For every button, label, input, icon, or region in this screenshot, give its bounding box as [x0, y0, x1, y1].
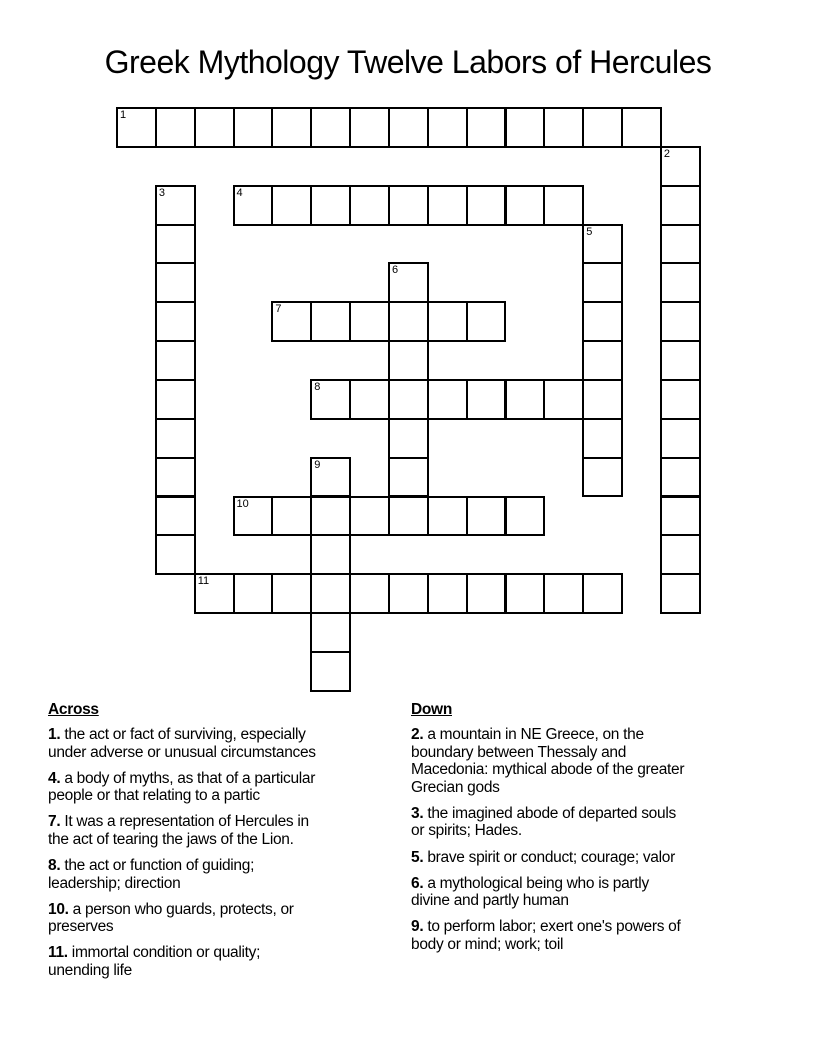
grid-cell[interactable]: [310, 612, 351, 653]
grid-cell[interactable]: [271, 185, 312, 226]
grid-cell[interactable]: [582, 379, 623, 420]
grid-cell[interactable]: [310, 573, 351, 614]
grid-cell[interactable]: [233, 107, 274, 148]
cell-number: 4: [236, 186, 243, 199]
grid-cell[interactable]: [271, 496, 312, 537]
grid-cell[interactable]: [310, 457, 351, 498]
grid-cell[interactable]: [466, 185, 507, 226]
down-clue-list: [411, 726, 687, 954]
grid-cell[interactable]: [660, 379, 701, 420]
grid-cell[interactable]: [310, 651, 351, 692]
clue-down-6: 6. a mythological being who is partly divine and partly human: [411, 874, 649, 910]
grid-cell[interactable]: [116, 107, 157, 148]
grid-cell[interactable]: [155, 224, 196, 265]
grid-cell[interactable]: [660, 146, 701, 187]
grid-cell[interactable]: [155, 534, 196, 575]
grid-cell[interactable]: [582, 301, 623, 342]
cell-number: 3: [158, 186, 165, 199]
cell-number: 2: [663, 147, 671, 160]
grid-cell[interactable]: [155, 107, 196, 148]
grid-cell[interactable]: [388, 185, 429, 226]
clue-number: 10.: [48, 900, 69, 918]
clue-number: 1.: [48, 726, 61, 743]
page-title: Greek Mythology Twelve Labors of Hercules: [104, 44, 712, 80]
cell-number: 8: [314, 380, 321, 393]
grid-cell[interactable]: [543, 107, 584, 148]
clue-across-8: 8. the act or function of guiding; leadership; direction: [48, 857, 255, 892]
grid-cell[interactable]: [427, 185, 468, 226]
grid-cell[interactable]: [310, 534, 351, 575]
grid-cell[interactable]: [310, 107, 351, 148]
grid-cell[interactable]: [582, 573, 623, 614]
grid-cell[interactable]: [349, 496, 390, 537]
grid-cell[interactable]: [349, 107, 390, 148]
grid-cell[interactable]: [621, 107, 662, 148]
grid-cell[interactable]: [388, 107, 429, 148]
grid-cell[interactable]: [466, 379, 507, 420]
grid-cell[interactable]: [271, 107, 312, 148]
grid-cell[interactable]: [660, 262, 701, 303]
grid-cell[interactable]: [233, 573, 274, 614]
clue-number: 9.: [411, 918, 424, 936]
cell-number: 9: [314, 458, 321, 471]
across-clues-section: [48, 701, 316, 988]
cell-number: 6: [391, 264, 399, 277]
grid-cell[interactable]: [660, 496, 701, 537]
grid-cell[interactable]: [310, 185, 351, 226]
grid-cell[interactable]: [349, 301, 390, 342]
grid-cell[interactable]: [155, 185, 196, 226]
grid-cell[interactable]: [349, 185, 390, 226]
grid-cell[interactable]: [660, 185, 701, 226]
grid-cell[interactable]: [582, 224, 623, 265]
grid-cell[interactable]: [427, 496, 468, 537]
cell-number: 7: [275, 303, 282, 316]
grid-cell[interactable]: [271, 301, 312, 342]
grid-cell[interactable]: [582, 418, 623, 459]
grid-cell[interactable]: [388, 379, 429, 420]
grid-cell[interactable]: [155, 379, 196, 420]
clue-number: 4.: [48, 769, 61, 787]
grid-cell[interactable]: [155, 457, 196, 498]
clue-down-3: 3. the imagined abode of departed souls or spirits; Hades.: [411, 804, 676, 840]
grid-cell[interactable]: [427, 573, 468, 614]
grid-cell[interactable]: [427, 379, 468, 420]
down-clues-section: [411, 701, 687, 962]
grid-cell[interactable]: [388, 418, 429, 459]
grid-cell[interactable]: [349, 379, 390, 420]
grid-cell[interactable]: [660, 457, 701, 498]
clue-number: 3.: [411, 804, 424, 822]
grid-cell[interactable]: [310, 379, 351, 420]
clue-number: 5.: [411, 848, 424, 866]
grid-cell[interactable]: [233, 496, 274, 537]
clue-number: 7.: [48, 813, 61, 831]
grid-cell[interactable]: [194, 107, 235, 148]
clue-number: 2.: [411, 726, 424, 743]
grid-cell[interactable]: [660, 301, 701, 342]
cell-number: 11: [197, 575, 210, 588]
grid-cell[interactable]: [388, 496, 429, 537]
grid-cell[interactable]: [427, 301, 468, 342]
grid-cell[interactable]: [388, 457, 429, 498]
clue-across-11: 11. immortal condition or quality; unending life: [48, 944, 261, 980]
grid-cell[interactable]: [582, 457, 623, 498]
grid-cell[interactable]: [582, 107, 623, 148]
grid-cell[interactable]: [466, 496, 507, 537]
grid-cell[interactable]: [466, 573, 507, 614]
down-header: Down: [411, 701, 452, 718]
grid-cell[interactable]: [155, 496, 196, 537]
cell-number: 5: [586, 225, 593, 238]
grid-cell[interactable]: [543, 379, 584, 420]
across-clue-list: [48, 726, 316, 980]
clue-number: 8.: [48, 857, 61, 875]
grid-cell[interactable]: [155, 301, 196, 342]
cell-number: 1: [120, 109, 127, 121]
grid-cell[interactable]: [155, 262, 196, 303]
grid-cell[interactable]: [466, 301, 507, 342]
clue-down-9: 9. to perform labor; exert one's powers of body or mind; work; toil: [411, 918, 681, 953]
grid-cell[interactable]: [505, 573, 546, 614]
grid-cell[interactable]: [388, 301, 429, 342]
grid-cell[interactable]: [388, 340, 429, 381]
grid-cell[interactable]: [543, 185, 584, 226]
grid-cell[interactable]: [660, 224, 701, 265]
grid-cell[interactable]: [310, 496, 351, 537]
grid-cell[interactable]: [660, 418, 701, 459]
clue-across-1: 1. the act or fact of surviving, especially under adverse or unusual circumstances: [48, 726, 316, 761]
grid-cell[interactable]: [582, 262, 623, 303]
grid-cell[interactable]: [388, 262, 429, 303]
grid-cell[interactable]: [271, 573, 312, 614]
grid-cell[interactable]: [505, 107, 546, 148]
cell-number: 10: [236, 497, 249, 510]
grid-cell[interactable]: [505, 185, 546, 226]
clue-number: 6.: [411, 874, 424, 892]
across-header: Across: [48, 701, 99, 718]
grid-cell[interactable]: [660, 534, 701, 575]
clue-down-5: 5. brave spirit or conduct; courage; valor: [411, 848, 675, 866]
grid-cell[interactable]: [194, 573, 235, 614]
grid-cell[interactable]: [505, 496, 546, 537]
grid-cell[interactable]: [233, 185, 274, 226]
grid-cell[interactable]: [582, 340, 623, 381]
clue-down-2: 2. a mountain in NE Greece, on the boundary between Thessaly and Macedonia: mythical abode of the greater Grecian gods: [411, 726, 685, 796]
clue-number: 11.: [48, 944, 68, 962]
grid-cell[interactable]: [155, 340, 196, 381]
grid-cell[interactable]: [155, 418, 196, 459]
grid-cell[interactable]: [660, 573, 701, 614]
grid-cell[interactable]: [466, 107, 507, 148]
grid-cell[interactable]: [505, 379, 546, 420]
grid-cell[interactable]: [660, 340, 701, 381]
grid-cell[interactable]: [388, 573, 429, 614]
grid-cell[interactable]: [310, 301, 351, 342]
grid-cell[interactable]: [427, 107, 468, 148]
grid-cell[interactable]: [543, 573, 584, 614]
clue-across-4: 4. a body of myths, as that of a particular people or that relating to a partic: [48, 769, 316, 805]
clue-across-10: 10. a person who guards, protects, or preserves: [48, 900, 294, 936]
grid-cell[interactable]: [349, 573, 390, 614]
clue-across-7: 7. It was a representation of Hercules in the act of tearing the jaws of the Lion.: [48, 813, 309, 848]
